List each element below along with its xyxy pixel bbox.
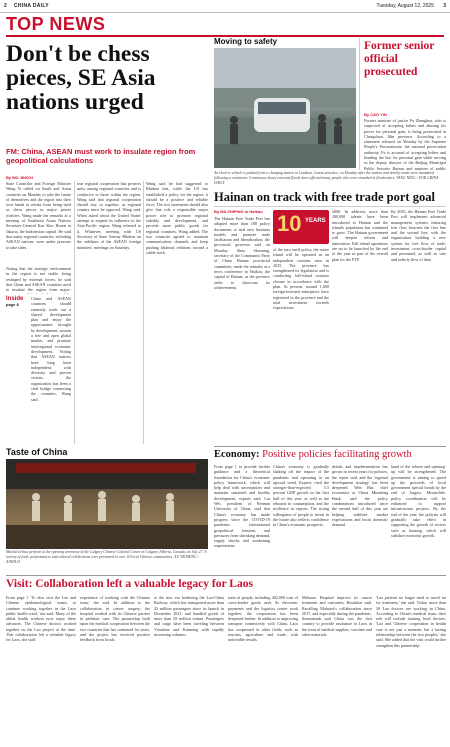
hainan-rule [214, 206, 446, 207]
page-number-left: 2 [4, 3, 7, 9]
taste-caption: Martial artists perform at the opening ceremony of the Calgary Chinese Cultural Centre in Calgary, Alberta, Canada, on July 27. A variety of food, performances and cultural celebrations were presented to over 30 local Chinese communities. XU YAOMING / XINHUA [6, 550, 207, 564]
page-number-right: 3 [443, 3, 446, 9]
anniversary-badge [273, 210, 329, 244]
masthead [0, 0, 450, 13]
hainan-body-3: 2000. In addition, more than 200,000 talents have been introduced to Hainan and the island's population has continued to grow. The Hainan government will deepen reform and innovation. Full island operations are set to be launched by the end of the year as part of the overall plan for the FTP. [332, 209, 388, 262]
economy-body-2: China's economy is gradually shaking off the impact of the pandemic and operating in an upward trend. Experts cited the stronger-than-expected 5.5 percent GDP growth in the first half of this year, as well as the rebound in consumption, and the resilience in exports. The strong willingness of people to invest in the future also reflects confidence in China's economic prospects. [273, 464, 329, 528]
col-divider [74, 181, 75, 444]
economy-title: Economy: [214, 449, 260, 460]
hainan-body-2: of the zero tariff policy, the entire island will be operated as an independent customs area in 2025. The province has strengthened its legislation and is conducting full-island customs closure in accordance with the plan. At present, around 1,600 foreign-invested enterprises have registered in the province and the total investment exceeds expectations. [273, 247, 329, 311]
economy-body-4: hand of the reform and opening-up will be strengthened. The government is aiming to speed up the proceeds of local government special bonds by the end of August. Meanwhile, policy coordination will be enhanced to support infrastructure projects. By the end of the year, the policies will gradually take effect in supporting the growth of sectors such as housing, which will stabilize economic growth. [391, 464, 446, 538]
visit-body-6: 'Lao patients no longer need to travel far for treatment,' she said. Today, more than 30 Lao doctors are working in China. According to China's medical team, their role will include training local doctors. 'Lao and Chinese cooperation in health care is not just a moment, but a lasting relationship between the two peoples,' she said. She added that the visit could further strengthen this partnership. [376, 595, 446, 648]
economy-body-1: From page 1 to provide further guidance and a theoretical foundation for China's economic policy framework, which will help deal with uncertainties and maintain sustained and healthy development, experts said. Liu Wei, president of Renmin University of China, said that China's economy has made progress since the COVID-19 pandemic, international geopolitical tensions and pressures from shrinking demand, supply shocks and weakening expectations. [214, 464, 270, 549]
taste-title: Taste of China [6, 447, 68, 457]
col-divider [359, 38, 360, 170]
section-title: TOP NEWS [6, 14, 106, 34]
taste-photo [6, 459, 208, 549]
badge-number: 10 [277, 211, 302, 236]
col-divider [143, 181, 144, 444]
lead-body-1: State Councilor and Foreign Minister Wang Yi called on South and Asian countries on Monday to take the future of themselves and the region into their own hands to refrain from being used as chess pieces in major power rivalries. Wang made the remarks at a meeting of Southeast Asian Nations Secretary-General Kao Kim Hourn in Jakarta, the Indonesian capital. He said that many regional countries, including ASEAN nations, were under pressure to take sides. [6, 181, 71, 250]
lead-headline: Don't be chess pieces, SE Asia nations urged [6, 41, 156, 115]
lead-subhead: FM: China, ASEAN must work to insulate region from geopolitical calculations [6, 147, 196, 165]
flood-image [214, 48, 356, 168]
moving-photo [214, 48, 356, 168]
former-body-1: Former minister of justice Fu Zhenghua, who is suspected of accepting bribes and abusing his power for personal gain, is being prosecuted in Changchun, Jilin province. According to a statement released on Monday by the Supreme People's Procuratorate, the national prosecution authority, Fu is accused of accepting bribes and bending the law for personal gain while serving as the deputy director of the Beijing Municipal Public Security Bureau and minister of public [364, 118, 446, 170]
economy-rule [214, 446, 446, 447]
hainan-headline: Hainan on track with free trade port goal [214, 190, 435, 204]
moving-title: Moving to safety [214, 37, 278, 46]
visit-body-1: From page 1 'To also visit the Lao and Chinese epidemiological teams to continue working together in the Laos public health ward,' she said. Many of the ablest health workers now enjoy these advances. The Chinese doctors worked together on the Lao project at the time. That collaboration left a valuable legacy for Laos, she said. [6, 595, 76, 643]
economy-body-3: details and implementation has grown in recent years for policies, the report said, and the 'regional development strategy' has been deepened. Wen Bin, chief economist at China Minsheng Bank, said the policy combinations introduced since the second half of this year are helping stabilize market expectations and boost domestic demand. [332, 464, 388, 528]
visit-rule [6, 575, 446, 576]
economy-title-row [214, 449, 446, 461]
badge-sub: YEARS [305, 218, 326, 224]
lead-body-2: Noting that the strategic environment in the region is not stable, being reshaped by external forces, he said that China and ASEAN countries need to insulate the region from major- [6, 266, 71, 293]
lead-body-4: true regional cooperation that protects unity among regional countries and is conducive to those within the region. Wang said that regional cooperation should stay so together, as regional country must be opposed, Wang said. When asked about the United States' attempt to expand its influence in the Asia-Pacific region, Wang referred to it. Whatever, meeting with US Secretary of State Antony Blinken on the sidelines of the ASEAN foreign ministers' meetings on Saturday. [77, 181, 141, 250]
visit-headline: Visit: Collaboration left a valuable legacy for Laos [6, 578, 253, 590]
masthead-date: Tuesday, August 12, 2025 [376, 3, 434, 9]
martial-artists-image [6, 459, 208, 549]
visit-body-5: Mahosot Hospital improve its cancer treatment and outcomes, Bouakhai said. Recalling Mahosot's collaboration since 2017, and especially during the pandemic, Somsanouk said China was the first country to provide assistance to Laos in the form of medical supplies, vaccines and other materials. [302, 595, 372, 638]
hainan-body-1: The Hainan Free Trade Port has adopted more than 180 policy documents to trial new business models and promote trade facilitation and liberalization, the provincial governor said on Monday. Shao Shaoning, secretary of the Communist Party of China Hainan provincial committee, made the remarks at a news conference in Haikou, the capital of Hainan, as the province seeks to showcase its achievements. [214, 216, 270, 290]
former-headline: Former senior official prosecuted [364, 40, 435, 78]
inside-label: Inside [6, 296, 24, 302]
hainan-body-4: By 2035, the Hainan Free Trade Port will implement advanced management systems featuring free flow between the first line and the second line, with the organization building a new system for free flow of trade, investment, cross-border capital and personnel, as well as safe and orderly flow of data. [391, 209, 446, 262]
economy-subtitle: Positive policies facilitating growth [262, 449, 412, 460]
inside-box [6, 296, 30, 314]
visit-body-2: experience of working with the Chinese team,' she said. In addition to the collaboration in cancer surgery, the hospital worked with its Chinese partner in pediatric care. The partnership built upon the medical cooperation between the two countries that has continued for years, and the project has received positive feedback from locals. [80, 595, 150, 643]
hainan-byline: By MA ZHIPING in Haikou [214, 209, 263, 214]
lead-byline: By MO JINGXI [6, 175, 33, 180]
lead-body-3: China and ASEAN countries should earnestly work out a shared development plan and enjoy the opportunities brought by development, sustain a free and open global market, and promote interregional economic development. Noting that ASEAN nations have long been independent, with diversity and proven visions, the organization has been a vital bridge connecting the countries, Wang said. [31, 296, 71, 402]
masthead-brand: CHINA DAILY [14, 3, 49, 9]
former-byline: By CAO YIN [364, 112, 387, 117]
visit-body-3: to the new era bordering the Lao-China Railway, which has transported more than 43 million passengers since its launch in December 2021, and handled goods of more than 58 million tonnes. Passengers and cargo have been traveling between Vientiane and Kunming with rapidly increasing volumes. [154, 595, 224, 638]
inside-page: page 8 [6, 302, 19, 307]
moving-caption: An electric vehicle is pushed from a charging station in Lanzhou, Gansu province, on Monday after the station and nearby roads were inundated following a rainstorm. Continuous heavy rain and floods have affected many people who were stranded in floodwaters. YANG NING / FOR CHINA DAILY [214, 171, 439, 185]
lead-body-5: Wang said he had suggested to Blinken that, while the US has established a policy for the region, it should be a positive and reliable force. The two statements should also give that role a responsible major power role to promote regional stability and development, and provide more public goods for regional countries, Wang added. The two countries agreed to maintain communication channels and keep pushing bilateral relations toward a stable track. [146, 181, 208, 255]
visit-body-4: train of people, including 402,000 tons of cross-border goods cash. As electronic payments and the logistics center work together, the cooperation has been deepened further. In addition to improving transport connectivity with China, Laos has cooperated in other fields, such as tourism, agriculture and trade, with noticeable results. [228, 595, 298, 643]
